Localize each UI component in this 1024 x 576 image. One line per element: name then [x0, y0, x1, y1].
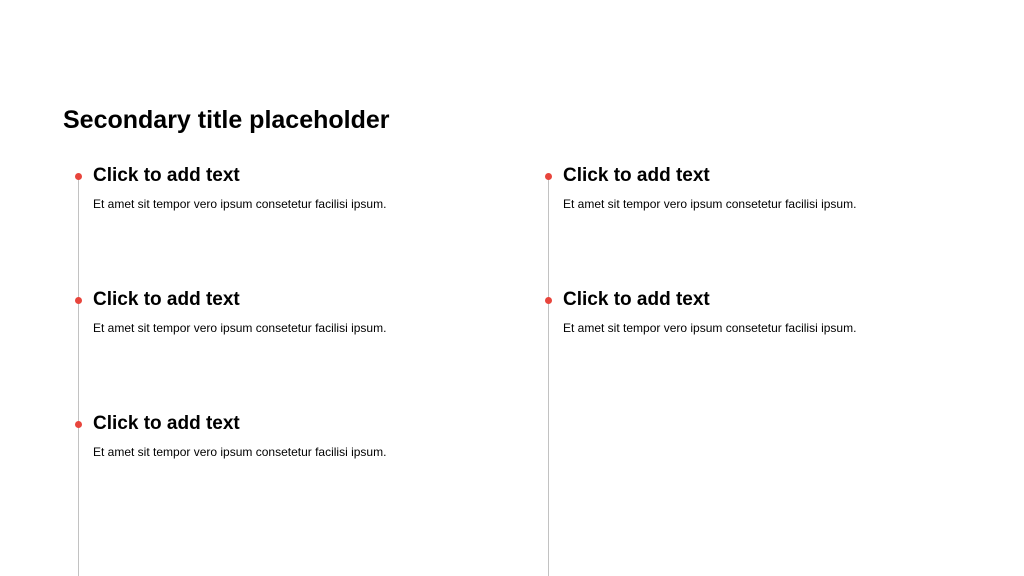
- timeline-dot-icon: [75, 297, 82, 304]
- slide-title[interactable]: Secondary title placeholder: [63, 106, 390, 134]
- timeline-dot-icon: [545, 173, 552, 180]
- timeline-dot-icon: [75, 173, 82, 180]
- item-heading-placeholder[interactable]: Click to add text: [93, 289, 240, 310]
- left-timeline-item-3: [93, 412, 513, 460]
- timeline-dot-icon: [75, 421, 82, 428]
- item-body-text[interactable]: Et amet sit tempor vero ipsum consetetur facilisi ipsum.: [93, 197, 387, 211]
- item-heading-placeholder[interactable]: Click to add text: [563, 165, 710, 186]
- item-body-text[interactable]: Et amet sit tempor vero ipsum consetetur facilisi ipsum.: [93, 321, 387, 335]
- item-heading-placeholder[interactable]: Click to add text: [563, 289, 710, 310]
- timeline-dot-icon: [545, 297, 552, 304]
- left-timeline-item-2: [93, 288, 513, 336]
- left-timeline-line: [78, 176, 79, 576]
- right-timeline-item-1: [563, 164, 983, 212]
- left-timeline-item-1: [93, 164, 513, 212]
- right-timeline-item-2: [563, 288, 983, 336]
- item-body-text[interactable]: Et amet sit tempor vero ipsum consetetur facilisi ipsum.: [563, 321, 857, 335]
- item-body-text[interactable]: Et amet sit tempor vero ipsum consetetur facilisi ipsum.: [563, 197, 857, 211]
- right-timeline-line: [548, 176, 549, 576]
- item-heading-placeholder[interactable]: Click to add text: [93, 165, 240, 186]
- item-heading-placeholder[interactable]: Click to add text: [93, 413, 240, 434]
- item-body-text[interactable]: Et amet sit tempor vero ipsum consetetur facilisi ipsum.: [93, 445, 387, 459]
